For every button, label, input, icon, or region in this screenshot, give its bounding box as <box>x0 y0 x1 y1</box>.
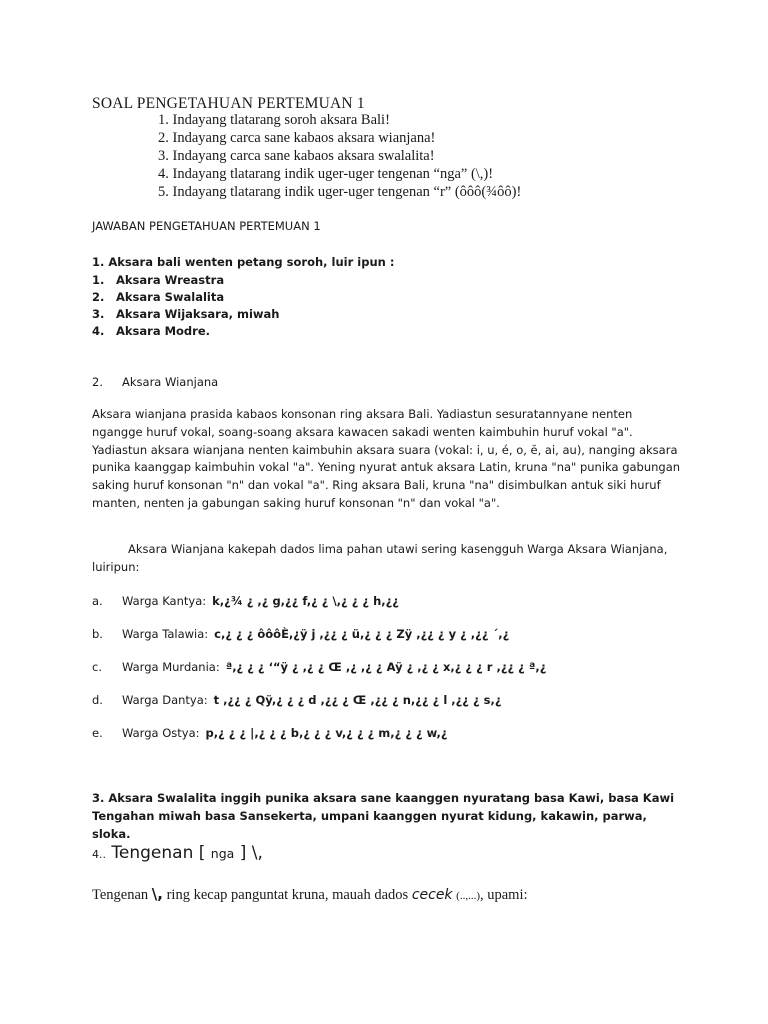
tengenan-glyph: \, <box>151 885 163 903</box>
answers-title: JAWABAN PENGETAHUAN PERTEMUAN 1 <box>92 219 321 233</box>
cecek-example: (..,...) <box>456 890 480 902</box>
warga-letter: a. <box>92 594 103 608</box>
aksara-glyphs: ª,¿ ¿ ¿ ‘“ÿ ¿ ,¿ ¿ Œ ,¿ ,¿ ¿ Aÿ ¿ ,¿ ¿ x,¿ ¿ ¿ r ,¿¿ ¿ ª,¿ <box>225 660 547 674</box>
question-3: 3. Indayang carca sane kabaos aksara swalalita! <box>158 148 435 164</box>
tengenan-text: ring kecap panguntat kruna, mauah dados <box>166 887 409 903</box>
warga-label: Warga Talawia: <box>122 627 209 641</box>
cecek-word: cecek <box>411 887 453 903</box>
list-item-text: Aksara Wreastra <box>116 273 225 287</box>
list-item-number: 1. <box>92 273 105 287</box>
answer-3-paragraph: 3. Aksara Swalalita inggih punika aksara sane kaanggen nyuratang basa Kawi, basa Kawi Tengahan miwah basa Sansekerta, umpani kaanggen nyurat kidung, kakawin, parwa, sloka. <box>92 791 675 841</box>
warga-letter: e. <box>92 726 103 740</box>
tengenan-end: , upami: <box>480 887 528 903</box>
warga-letter: d. <box>92 693 103 707</box>
warga-item <box>92 726 448 740</box>
list-item-number: 4. <box>92 324 105 338</box>
list-item-text: Aksara Swalalita <box>116 290 225 304</box>
answer-4-heading <box>92 843 263 863</box>
list-item-number: 3. <box>92 307 105 321</box>
answer-1-heading: 1. Aksara bali wenten petang soroh, luir ipun : <box>92 255 395 269</box>
warga-label: Warga Ostya: <box>122 726 200 740</box>
page-title: SOAL PENGETAHUAN PERTEMUAN 1 <box>92 95 365 112</box>
question-2: 2. Indayang carca sane kabaos aksara wianjana! <box>158 130 436 146</box>
aksara-glyphs: k,¿¾ ¿ ,¿ g,¿¿ f,¿ ¿ \,¿ ¿ ¿ h,¿¿ <box>212 594 399 608</box>
list-item <box>92 273 224 287</box>
aksara-glyphs: c,¿ ¿ ¿ ôôôÈ,¿ÿ j ,¿¿ ¿ ü,¿ ¿ ¿ Zÿ ,¿¿ ¿ y ¿ ,¿¿ ´,¿ <box>214 627 510 641</box>
warga-item <box>92 627 509 641</box>
question-5: 5. Indayang tlatarang indik uger-uger tengenan “r” (ôôô(¾ôô)! <box>158 184 522 200</box>
warga-intro-paragraph: Aksara Wianjana kakepah dados lima pahan utawi sering kasengguh Warga Aksara Wianjana, luiripun: <box>92 542 668 574</box>
question-1: 1. Indayang tlatarang soroh aksara Bali! <box>158 112 390 128</box>
answer-2-title: Aksara Wianjana <box>122 375 219 389</box>
list-item-text: Aksara Wijaksara, miwah <box>116 307 280 321</box>
answer-2-heading <box>92 375 218 389</box>
list-item-number: 2. <box>92 290 105 304</box>
warga-item <box>92 660 546 674</box>
list-item <box>92 324 210 338</box>
wianjana-paragraph: Aksara wianjana prasida kabaos konsonan ring aksara Bali. Yadiastun sesuratannyane nenten ngangge huruf vokal, soang-soang aksara kawacen sakadi wenten kaimbuhin huruf vokal "a". Yadiastun aksara wianjana nenten kaimbuhin aksara suara (vokal: i, u, é, o, ĕ, ai, au), nanging aksara punika kaanggap kaimbuhin vokal "a". Yening nyurat antuk aksara Latin, kruna "na" punika gabungan saking huruf konsonan "n" dan vokal "a". Ring aksara Bali, kruna "na" disimbulkan antuk siki huruf manten, nenten ja gabungan saking huruf konsonan "n" dan vokal "a". <box>92 407 681 510</box>
answer-4-title-end: ] \, <box>239 843 263 863</box>
aksara-glyphs: t ,¿¿ ¿ Qÿ,¿ ¿ ¿ d ,¿¿ ¿ Œ ,¿¿ ¿ n,¿¿ ¿ l ,¿¿ ¿ s,¿ <box>213 693 502 707</box>
list-item <box>92 290 224 304</box>
list-item-text: Aksara Modre. <box>116 324 211 338</box>
warga-item <box>92 594 399 608</box>
list-item <box>92 307 279 321</box>
tengenan-sentence <box>92 885 528 904</box>
tengenan-word: Tengenan <box>92 887 149 903</box>
warga-letter: c. <box>92 660 102 674</box>
warga-label: Warga Dantya: <box>122 693 208 707</box>
answer-4-number: 4. <box>92 848 103 861</box>
answer-2-number: 2. <box>92 375 103 389</box>
warga-label: Warga Murdania: <box>122 660 220 674</box>
answer-4-nga: nga <box>210 846 235 861</box>
question-4: 4. Indayang tlatarang indik uger-uger tengenan “nga” (\,)! <box>158 166 494 182</box>
answer-4-dot: . <box>102 848 106 861</box>
warga-letter: b. <box>92 627 103 641</box>
answer-4-title-start: Tengenan [ <box>111 843 206 863</box>
warga-label: Warga Kantya: <box>122 594 207 608</box>
aksara-glyphs: p,¿ ¿ ¿ |,¿ ¿ ¿ b,¿ ¿ ¿ v,¿ ¿ ¿ m,¿ ¿ ¿ w,¿ <box>205 726 448 740</box>
warga-item <box>92 693 502 707</box>
